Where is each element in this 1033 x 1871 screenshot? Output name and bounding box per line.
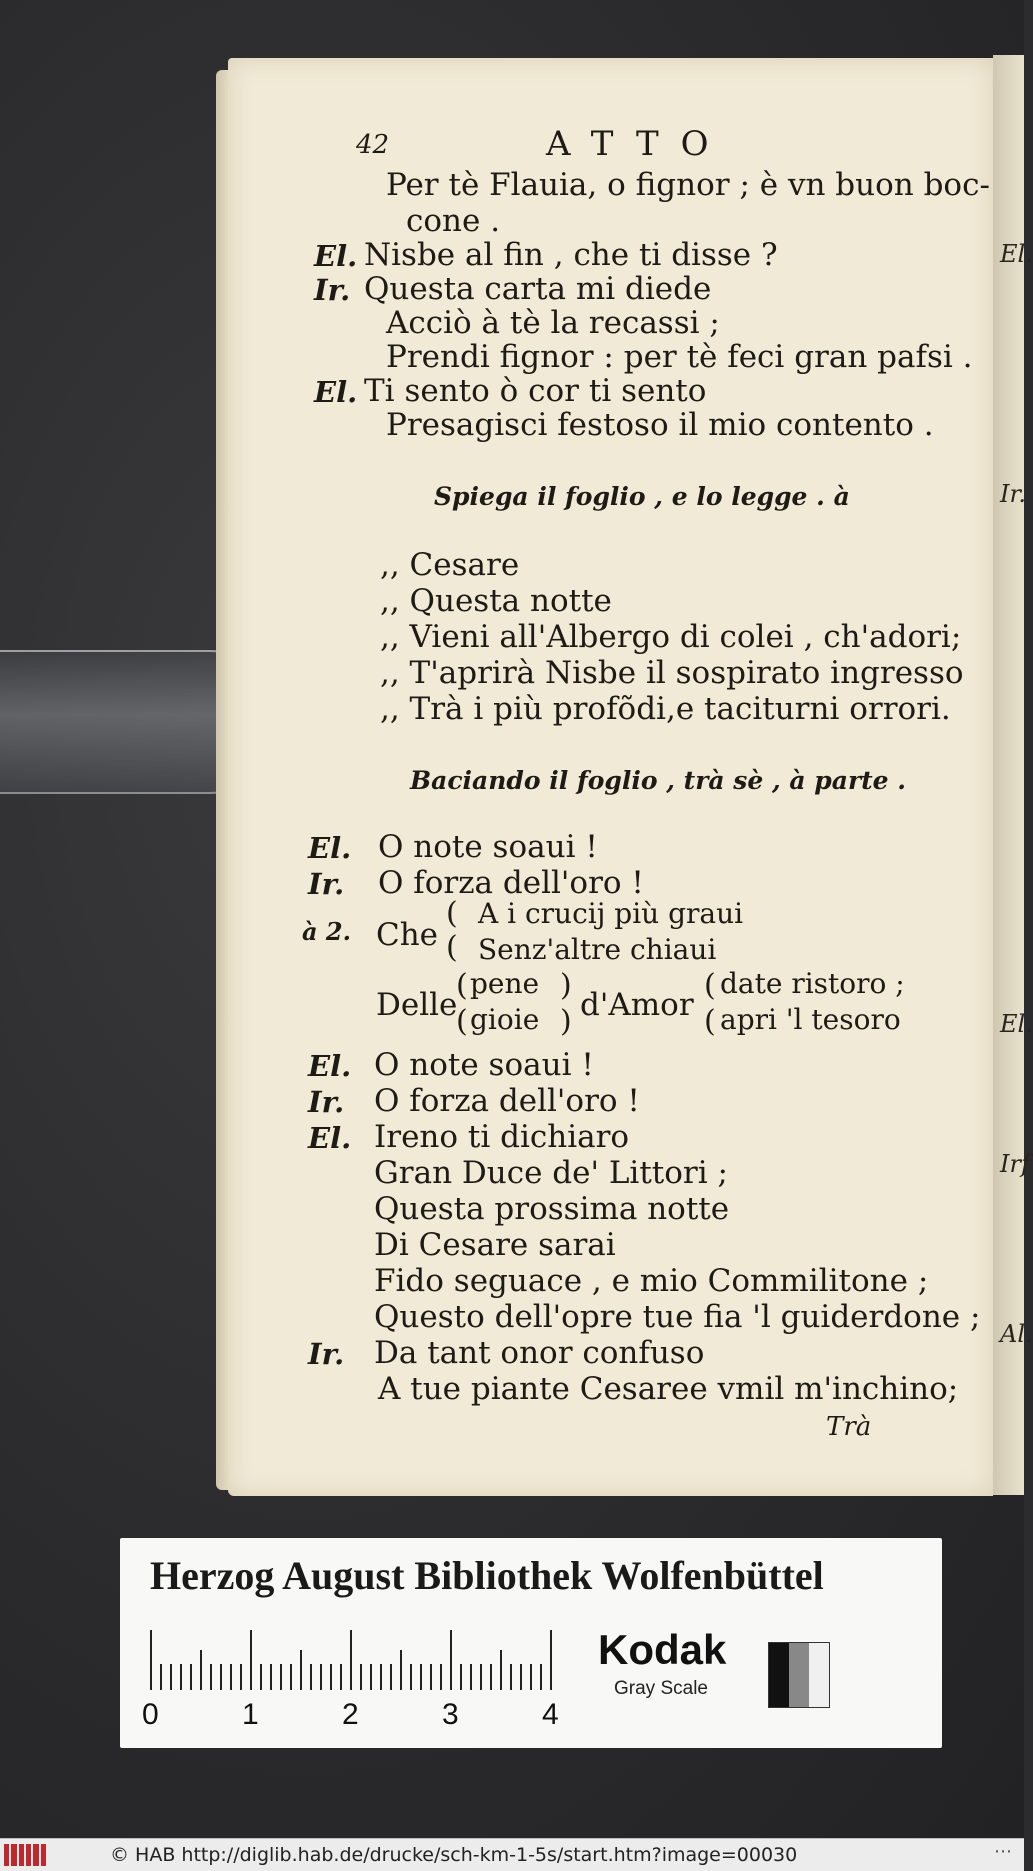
text-line: O forza dell'oro ! xyxy=(378,865,644,901)
speaker-label: à 2. xyxy=(302,917,351,946)
adjacent-margin-note: Ir. xyxy=(1000,480,1026,508)
running-header: ATTO xyxy=(546,124,731,164)
brace-close: ) xyxy=(560,968,572,1003)
ruler-tick xyxy=(350,1630,352,1690)
book-page xyxy=(228,58,993,1496)
letter-line: ,, T'aprirà Nisbe il sospirato ingresso xyxy=(380,655,964,691)
duet-line: A i crucij più graui xyxy=(478,897,744,930)
ruler-tick xyxy=(540,1664,542,1690)
hab-logo-icon xyxy=(4,1844,46,1866)
ruler-tick xyxy=(210,1664,212,1690)
more-menu-icon[interactable]: ⋯ xyxy=(994,1841,1012,1862)
footer-bar xyxy=(0,1838,1024,1871)
copyright-url[interactable]: © HAB http://diglib.hab.de/drucke/sch-km-1-5s/start.htm?image=00030 xyxy=(110,1844,798,1866)
ruler-tick xyxy=(170,1664,172,1690)
ruler-tick xyxy=(370,1664,372,1690)
duet-line: pene xyxy=(470,967,540,1000)
catchword: Trà xyxy=(826,1412,872,1442)
text-line: O note soaui ! xyxy=(374,1047,594,1083)
text-line: Ti sento ò cor ti sento xyxy=(364,373,707,409)
duet-word: Che xyxy=(376,917,439,953)
ruler-tick xyxy=(510,1664,512,1690)
measurement-ruler xyxy=(150,1630,580,1690)
ruler-tick xyxy=(450,1630,452,1690)
text-line: A tue piante Cesaree vmil m'inchino; xyxy=(378,1371,959,1407)
ruler-tick xyxy=(380,1664,382,1690)
ruler-tick xyxy=(500,1650,502,1690)
ruler-tick xyxy=(400,1650,402,1690)
ruler-tick xyxy=(230,1664,232,1690)
brace-open: ( xyxy=(446,930,458,965)
gray-scale-label: Gray Scale xyxy=(614,1678,708,1699)
library-title: Herzog August Bibliothek Wolfenbüttel xyxy=(150,1553,824,1598)
brace-open: ( xyxy=(456,1004,468,1039)
ruler-tick xyxy=(390,1664,392,1690)
ruler-tick xyxy=(470,1664,472,1690)
brace-open: ( xyxy=(704,1004,716,1039)
duet-line: date ristoro ; xyxy=(720,967,905,1000)
ruler-tick xyxy=(290,1664,292,1690)
ruler-tick xyxy=(440,1664,442,1690)
ruler-tick xyxy=(420,1664,422,1690)
letter-line: ,, Vieni all'Albergo di colei , ch'adori; xyxy=(380,619,962,655)
page-number: 42 xyxy=(356,130,390,160)
text-line: O forza dell'oro ! xyxy=(374,1083,640,1119)
ruler-tick xyxy=(360,1664,362,1690)
ruler-tick xyxy=(330,1664,332,1690)
speaker-label: Ir. xyxy=(308,867,345,901)
text-line: O note soaui ! xyxy=(378,829,598,865)
ruler-tick xyxy=(430,1664,432,1690)
ruler-tick xyxy=(250,1630,252,1690)
ruler-tick xyxy=(340,1664,342,1690)
brace-close: ) xyxy=(560,1004,572,1039)
ruler-tick xyxy=(520,1664,522,1690)
adjacent-page-edge xyxy=(993,55,1024,1495)
ruler-tick xyxy=(190,1664,192,1690)
ruler-number: 0 xyxy=(142,1698,159,1731)
duet-word: d'Amor xyxy=(580,987,694,1023)
ruler-tick xyxy=(270,1664,272,1690)
speaker-label: Ir. xyxy=(308,1085,345,1119)
text-line: Prendi fignor : per tè feci gran pafsi . xyxy=(386,339,973,375)
color-reference-card xyxy=(120,1538,942,1748)
ruler-tick xyxy=(160,1664,162,1690)
ruler-tick xyxy=(530,1664,532,1690)
duet-line: Senz'altre chiaui xyxy=(478,933,717,966)
text-line: Questa carta mi diede xyxy=(364,271,712,307)
ruler-tick xyxy=(150,1630,152,1690)
text-line: Questo dell'opre tue fia 'l guiderdone ; xyxy=(374,1299,981,1335)
speaker-label: Ir. xyxy=(314,273,351,307)
stage-direction: Spiega il foglio , e lo legge . à xyxy=(434,482,850,511)
text-line: Nisbe al fin , che ti disse ? xyxy=(364,237,778,273)
page-text xyxy=(228,58,993,1496)
gray-swatch xyxy=(768,1642,830,1708)
text-line: Fido seguace , e mio Commilitone ; xyxy=(374,1263,929,1299)
ruler-tick xyxy=(260,1664,262,1690)
ruler-tick xyxy=(410,1664,412,1690)
adjacent-margin-note: Al. xyxy=(1000,1320,1033,1348)
ruler-tick xyxy=(550,1630,552,1690)
ruler-tick xyxy=(240,1664,242,1690)
ruler-tick xyxy=(460,1664,462,1690)
ruler-number: 2 xyxy=(342,1698,359,1731)
text-line: Per tè Flauia, o fignor ; è vn buon boc- xyxy=(386,167,990,203)
adjacent-margin-note: El. xyxy=(1000,1010,1033,1038)
text-line: Questa prossima notte xyxy=(374,1191,730,1227)
ruler-tick xyxy=(490,1664,492,1690)
duet-line: apri 'l tesoro xyxy=(720,1003,901,1036)
letter-line: ,, Questa notte xyxy=(380,583,612,619)
ruler-tick xyxy=(180,1664,182,1690)
letter-line: ,, Cesare xyxy=(380,547,520,583)
speaker-label: El. xyxy=(308,831,352,865)
text-line: Gran Duce de' Littori ; xyxy=(374,1155,728,1191)
ruler-number: 1 xyxy=(242,1698,259,1731)
text-line: Da tant onor confuso xyxy=(374,1335,705,1371)
letter-line: ,, Trà i più profõdi,e taciturni orrori. xyxy=(380,691,951,727)
speaker-label: El. xyxy=(314,239,358,273)
adjacent-margin-note: El. xyxy=(1000,240,1033,268)
text-line: Di Cesare sarai xyxy=(374,1227,616,1263)
ruler-tick xyxy=(220,1664,222,1690)
speaker-label: El. xyxy=(308,1049,352,1083)
text-line: Acciò à tè la recassi ; xyxy=(386,305,720,341)
brace-open: ( xyxy=(704,968,716,1003)
adjacent-margin-note: Irf xyxy=(1000,1150,1030,1178)
speaker-label: Ir. xyxy=(308,1337,345,1371)
ruler-tick xyxy=(280,1664,282,1690)
text-line: Presagisci festoso il mio contento . xyxy=(386,407,934,443)
duet-line: gioie xyxy=(470,1003,540,1036)
text-line: cone . xyxy=(406,203,501,239)
text-line: Ireno ti dichiaro xyxy=(374,1119,630,1155)
ruler-tick xyxy=(300,1650,302,1690)
stage-direction: Baciando il foglio , trà sè , à parte . xyxy=(410,766,906,795)
ruler-number: 3 xyxy=(442,1698,459,1731)
ruler-tick xyxy=(200,1650,202,1690)
brace-open: ( xyxy=(446,896,458,931)
brace-open: ( xyxy=(456,968,468,1003)
duet-word: Delle xyxy=(376,987,458,1023)
kodak-logo: Kodak xyxy=(598,1626,727,1673)
speaker-label: El. xyxy=(314,375,358,409)
ruler-tick xyxy=(310,1664,312,1690)
ruler-tick xyxy=(320,1664,322,1690)
ruler-tick xyxy=(480,1664,482,1690)
speaker-label: El. xyxy=(308,1121,352,1155)
ruler-number: 4 xyxy=(542,1698,559,1731)
